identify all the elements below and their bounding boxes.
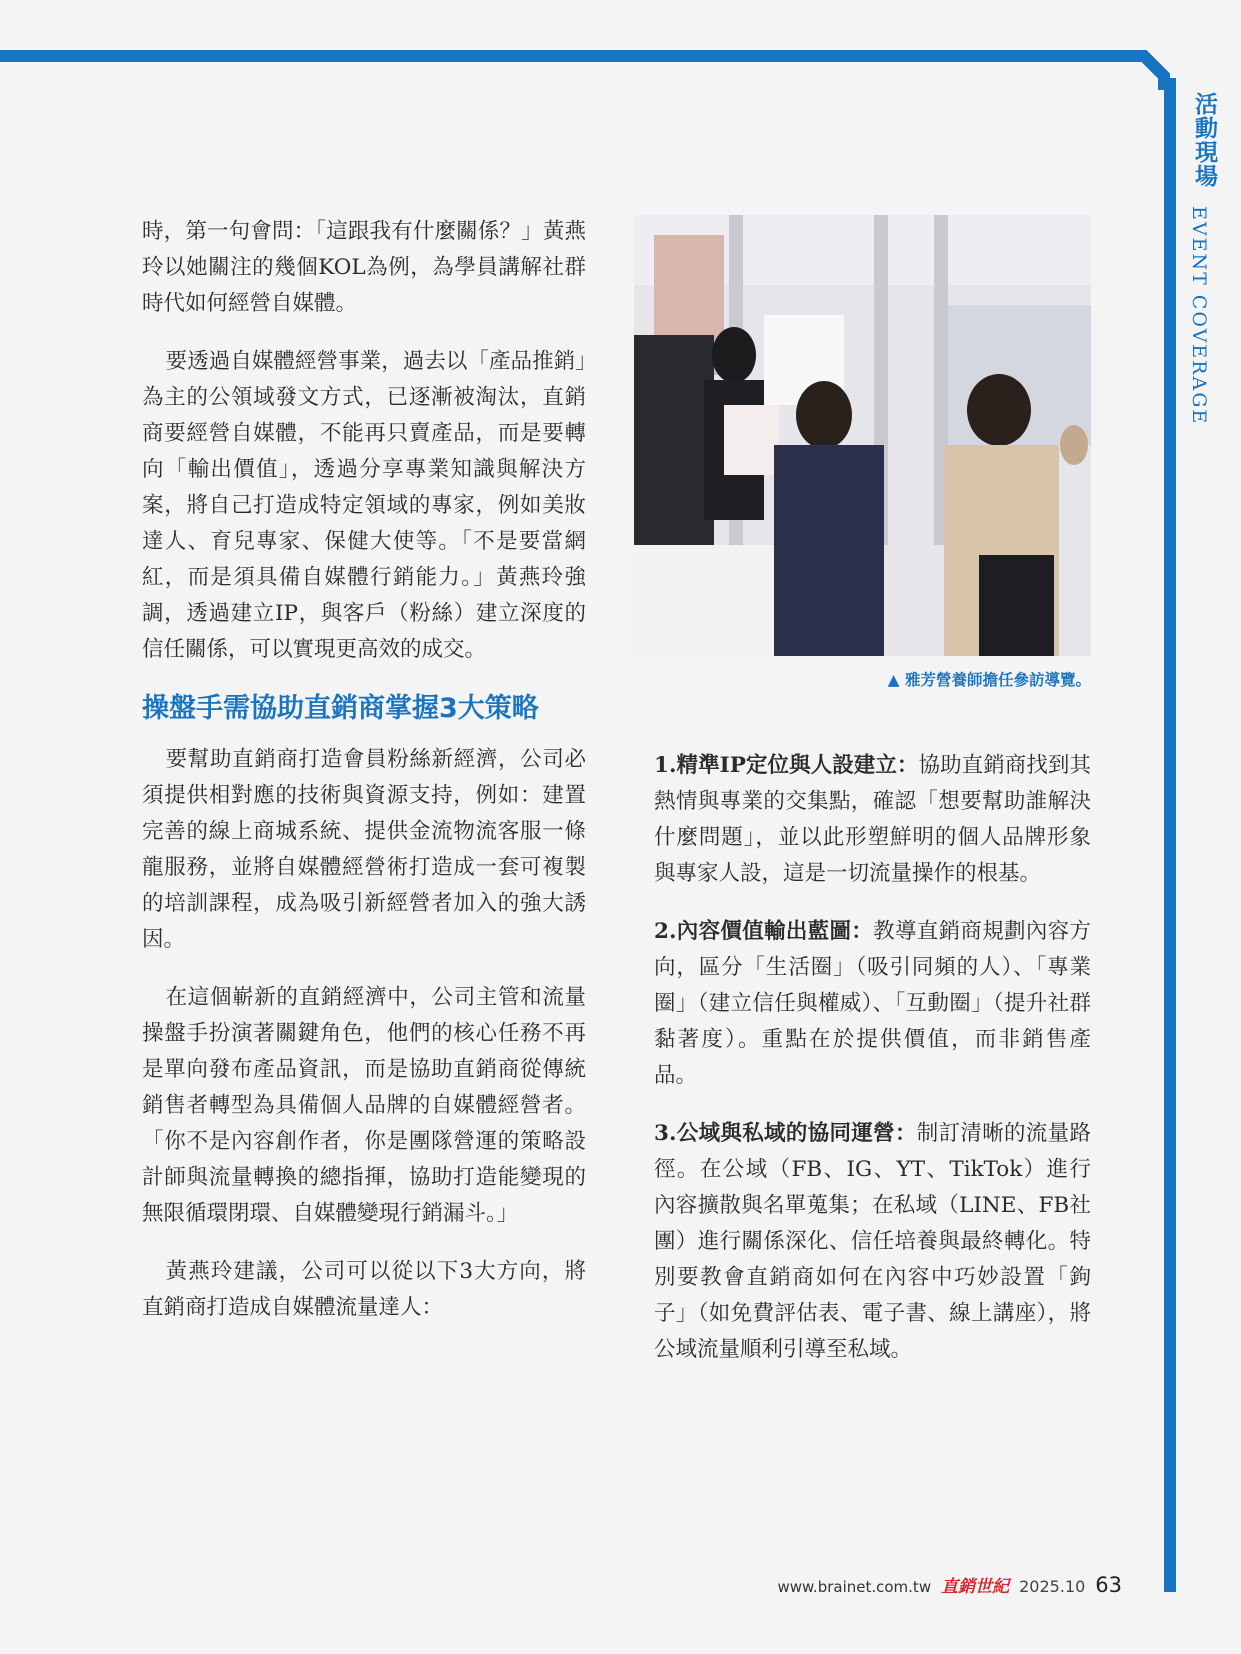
photo-caption: ▲ 雅芳營養師擔任參訪導覽。: [887, 671, 1091, 689]
strategy-item-lead: 1.精準IP定位與人設建立：: [654, 753, 919, 778]
section-heading: 操盤手需協助直銷商掌握3大策略: [142, 693, 539, 724]
right-border-bar: [1164, 78, 1176, 1592]
paragraph: 在這個嶄新的直銷經濟中，公司主管和流量操盤手扮演著關鍵角色，他們的核心任務不再是單向發布產品資訊，而是協助直銷商從傳統銷售者轉型為具備個人品牌的自媒體經營者。「你不是內容創作者，你是團隊營運的策略設計師與流量轉換的總指揮，協助打造能變現的無限循環閉環、自媒體變現行銷漏斗。」: [142, 985, 586, 1226]
strategy-item-1: [654, 748, 1091, 892]
strategy-item-lead: 3.公域與私域的協同運營：: [654, 1121, 917, 1146]
page-footer: [760, 1572, 1122, 1602]
strategy-item-text: 教導直銷商規劃內容方向，區分「生活圈」（吸引同頻的人）、「專業圈」（建立信任與權威）、「互動圈」（提升社群黏著度）。重點在於提供價值，而非銷售產品。: [654, 919, 1091, 1088]
left-column: [142, 214, 586, 1348]
paragraph: 要透過自媒體經營事業，過去以「產品推銷」為主的公領域發文方式，已逐漸被淘汰，直銷商要經營自媒體，不能再只賣產品，而是要轉向「輸出價值」，透過分享專業知識與解決方案，將自己打造成特定領域的專家，例如美妝達人、育兒專家、保健大使等。「不是要當網紅，而是須具備自媒體行銷能力。」黃燕玲強調，透過建立IP，與客戶（粉絲）建立深度的信任關係，可以實現更高效的成交。: [142, 349, 586, 662]
issue-date: 2025.10: [1019, 1577, 1086, 1596]
strategy-item-text: 制訂清晰的流量路徑。在公域（FB、IG、YT、TikTok）進行內容擴散與名單蒐集；在私域（LINE、FB社團）進行關係深化、信任培養與最終轉化。特別要教會直銷商如何在內容中巧妙設置「鉤子」（如免費評估表、電子書、線上講座），將公域流量順利引導至私域。: [654, 1121, 1091, 1362]
paragraph: 要幫助直銷商打造會員粉絲新經濟，公司必須提供相對應的技術與資源支持，例如：建置完善的線上商城系統、提供金流物流客服一條龍服務，並將自媒體經營術打造成一套可複製的培訓課程，成為吸引新經營者加入的強大誘因。: [142, 747, 586, 952]
strategy-item-lead: 2.內容價值輸出藍圖：: [654, 919, 874, 944]
section-tab-title-cn: 活動現場: [1191, 92, 1217, 188]
section-tab: [1188, 92, 1224, 452]
paragraph: 黃燕玲建議，公司可以從以下3大方向，將直銷商打造成自媒體流量達人：: [142, 1259, 586, 1320]
strategy-item-3: [654, 1116, 1091, 1368]
section-tab-title-en: EVENT COVERAGE: [1188, 206, 1210, 426]
paragraph: 時，第一句會問：「這跟我有什麼關係？」黃燕玲以她關注的幾個KOL為例，為學員講解社群時代如何經營自媒體。: [142, 219, 586, 316]
page-number: 63: [1095, 1573, 1122, 1597]
magazine-logo: 直銷世紀: [941, 1577, 1010, 1597]
strategy-item-text: 協助直銷商找到其熱情與專業的交集點，確認「想要幫助誰解決什麼問題」，並以此形塑鮮明的個人品牌形象與專家人設，這是一切流量操作的根基。: [654, 753, 1091, 886]
footer-url: www.brainet.com.tw: [777, 1578, 932, 1596]
top-border-bar: [0, 50, 1142, 62]
strategy-item-2: [654, 914, 1091, 1094]
article-photo: [634, 215, 1091, 656]
right-column: [654, 748, 1091, 1390]
photo-illustration: [634, 215, 1091, 656]
